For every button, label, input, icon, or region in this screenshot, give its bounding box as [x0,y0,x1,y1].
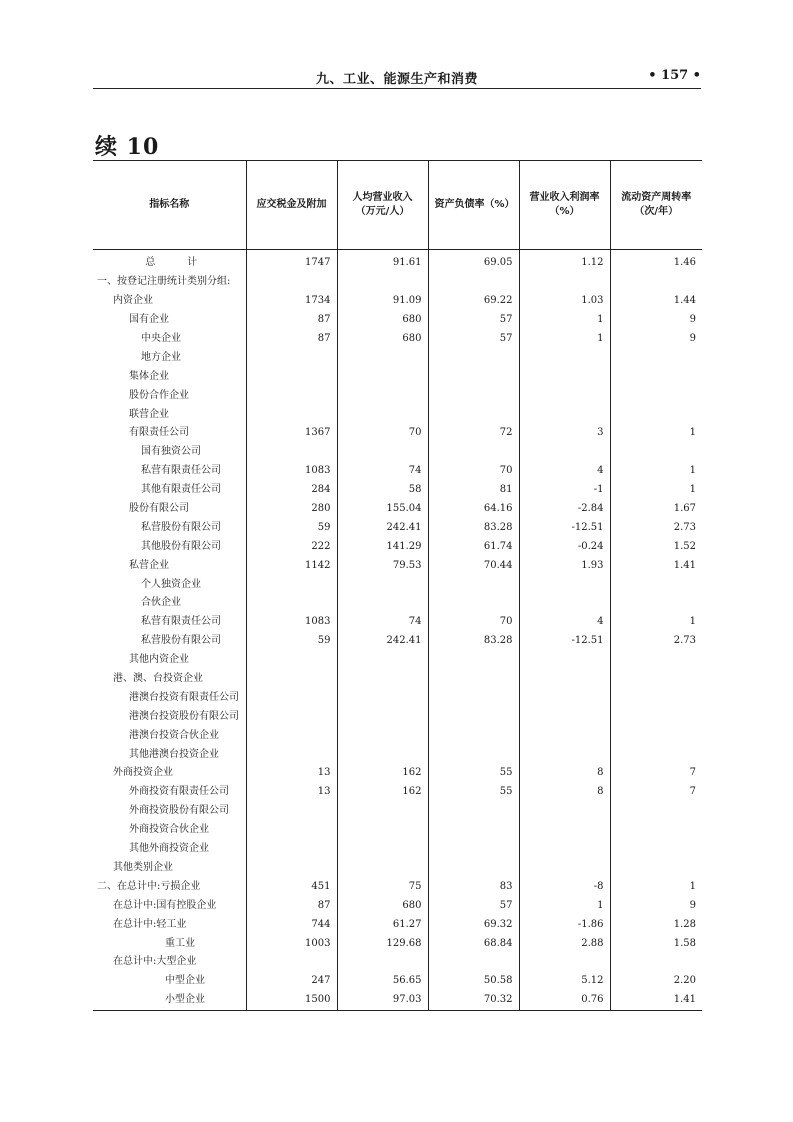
cell-debt-ratio [428,821,519,840]
cell-revenue-per-capita [337,726,428,745]
cell-profit-margin: 5.12 [519,972,610,991]
cell-debt-ratio: 57 [428,311,519,330]
table-row [93,405,702,424]
row-label: 其他有限责任公司 [141,484,221,496]
cell-profit-margin [519,859,610,878]
cell-taxes: 1500 [246,991,337,1010]
cell-taxes: 59 [246,518,337,537]
table-row [93,250,702,273]
table-row [93,726,702,745]
cell-revenue-per-capita [337,651,428,670]
cell-profit-margin: 1.93 [519,556,610,575]
cell-profit-margin: 1.03 [519,292,610,311]
row-label: 港、澳、台投资企业 [113,673,203,685]
header-row [93,161,702,250]
table-row [93,386,702,405]
cell-asset-turnover [610,859,702,878]
cell-asset-turnover: 1 [610,613,702,632]
row-label: 中央企业 [141,333,181,344]
cell-debt-ratio [428,348,519,367]
table-row [93,707,702,726]
cell-debt-ratio: 70.44 [428,556,519,575]
cell-debt-ratio [428,859,519,878]
cell-debt-ratio: 55 [428,764,519,783]
row-label: 有限责任公司 [129,427,189,439]
row-label: 在总计中:国有控股企业 [113,899,217,911]
cell-revenue-per-capita: 680 [337,311,428,330]
cell-revenue-per-capita: 162 [337,764,428,783]
row-label: 私营有限责任公司 [141,465,221,477]
statistics-table [93,160,702,1011]
cell-profit-margin: 1 [519,311,610,330]
cell-debt-ratio: 83.28 [428,632,519,651]
row-label: 股份有限公司 [129,503,189,515]
table-row [93,330,702,349]
cell-debt-ratio: 55 [428,783,519,802]
cell-taxes [246,367,337,386]
cell-taxes [246,726,337,745]
cell-debt-ratio: 68.84 [428,934,519,953]
table-body [93,250,702,1011]
cell-profit-margin [519,707,610,726]
cell-asset-turnover: 7 [610,764,702,783]
cell-revenue-per-capita: 242.41 [337,518,428,537]
cell-revenue-per-capita [337,688,428,707]
running-header [93,66,701,89]
cell-revenue-per-capita: 680 [337,330,428,349]
table-row [93,311,702,330]
cell-taxes [246,859,337,878]
cell-asset-turnover [610,443,702,462]
cell-profit-margin: -2.84 [519,500,610,519]
cell-taxes: 1083 [246,613,337,632]
cell-debt-ratio [428,745,519,764]
row-label: 私营股份有限公司 [141,635,221,647]
row-label: 私营企业 [129,559,169,571]
cell-debt-ratio: 69.32 [428,915,519,934]
cell-taxes [246,386,337,405]
cell-asset-turnover: 1.58 [610,934,702,953]
row-label: 二、在总计中:亏损企业 [97,880,201,892]
row-label: 中型企业 [165,975,205,987]
cell-profit-margin [519,726,610,745]
row-label: 国有独资公司 [141,446,201,458]
cell-taxes: 1747 [246,250,337,273]
row-label: 私营股份有限公司 [141,521,221,533]
cell-taxes [246,688,337,707]
cell-debt-ratio: 83 [428,877,519,896]
cell-asset-turnover [610,273,702,292]
cell-asset-turnover: 1.67 [610,500,702,519]
cell-asset-turnover: 1 [610,424,702,443]
table-row [93,273,702,292]
cell-taxes: 451 [246,877,337,896]
cell-profit-margin [519,594,610,613]
cell-profit-margin [519,273,610,292]
cell-revenue-per-capita: 242.41 [337,632,428,651]
cell-revenue-per-capita: 74 [337,613,428,632]
row-label: 个人独资企业 [141,578,201,590]
cell-asset-turnover [610,367,702,386]
cell-taxes: 247 [246,972,337,991]
cell-asset-turnover: 1.28 [610,915,702,934]
cell-debt-ratio [428,688,519,707]
cell-revenue-per-capita: 75 [337,877,428,896]
table-row [93,518,702,537]
table-row [93,348,702,367]
cell-taxes [246,707,337,726]
table-row [93,859,702,878]
cell-asset-turnover [610,726,702,745]
cell-profit-margin: -12.51 [519,518,610,537]
cell-profit-margin: -0.24 [519,537,610,556]
cell-revenue-per-capita: 141.29 [337,537,428,556]
table-row [93,670,702,689]
cell-profit-margin: 4 [519,462,610,481]
cell-taxes [246,821,337,840]
table-row [93,896,702,915]
cell-debt-ratio [428,707,519,726]
cell-revenue-per-capita [337,859,428,878]
cell-debt-ratio: 81 [428,481,519,500]
page-number: • 157 • [648,68,701,83]
cell-revenue-per-capita: 162 [337,783,428,802]
cell-asset-turnover [610,670,702,689]
cell-revenue-per-capita: 155.04 [337,500,428,519]
cell-profit-margin: -12.51 [519,632,610,651]
cell-debt-ratio: 64.16 [428,500,519,519]
column-header-debt-ratio: 资产负债率（%） [428,161,519,250]
row-label: 其他内资企业 [129,654,189,666]
table-row [93,292,702,311]
row-label: 港澳台投资有限责任公司 [129,691,239,703]
cell-asset-turnover: 1 [610,481,702,500]
cell-profit-margin [519,348,610,367]
cell-asset-turnover [610,821,702,840]
cell-revenue-per-capita [337,707,428,726]
cell-asset-turnover [610,651,702,670]
row-label: 总 计 [145,257,198,269]
table-row [93,443,702,462]
cell-taxes [246,348,337,367]
row-label: 外商投资合伙企业 [129,824,209,836]
table-row [93,802,702,821]
cell-taxes [246,594,337,613]
cell-taxes [246,443,337,462]
cell-revenue-per-capita: 58 [337,481,428,500]
cell-taxes: 13 [246,764,337,783]
table-header [93,161,702,250]
cell-debt-ratio [428,273,519,292]
row-label: 其他股份有限公司 [141,540,221,552]
cell-asset-turnover: 9 [610,330,702,349]
cell-taxes: 744 [246,915,337,934]
cell-debt-ratio: 50.58 [428,972,519,991]
table-row [93,651,702,670]
cell-asset-turnover [610,707,702,726]
cell-revenue-per-capita [337,821,428,840]
row-label: 联营企业 [129,408,169,420]
cell-profit-margin: 8 [519,764,610,783]
cell-profit-margin: 0.76 [519,991,610,1010]
table-row [93,821,702,840]
cell-profit-margin [519,651,610,670]
row-label: 港澳台投资合伙企业 [129,729,219,741]
cell-debt-ratio: 83.28 [428,518,519,537]
cell-profit-margin [519,367,610,386]
cell-profit-margin [519,953,610,972]
row-label: 内资企业 [113,295,153,307]
cell-profit-margin: -1.86 [519,915,610,934]
cell-taxes: 280 [246,500,337,519]
cell-asset-turnover: 2.73 [610,518,702,537]
cell-revenue-per-capita: 70 [337,424,428,443]
cell-debt-ratio [428,840,519,859]
cell-debt-ratio: 72 [428,424,519,443]
cell-taxes [246,745,337,764]
cell-debt-ratio [428,802,519,821]
cell-taxes: 1734 [246,292,337,311]
cell-debt-ratio: 70.32 [428,991,519,1010]
cell-profit-margin: 1 [519,330,610,349]
cell-asset-turnover: 9 [610,311,702,330]
cell-asset-turnover: 1.44 [610,292,702,311]
column-header-taxes: 应交税金及附加 [246,161,337,250]
cell-revenue-per-capita: 91.61 [337,250,428,273]
cell-debt-ratio [428,670,519,689]
cell-revenue-per-capita [337,443,428,462]
cell-revenue-per-capita [337,802,428,821]
cell-debt-ratio [428,953,519,972]
row-label: 一、按登记注册统计类别分组: [97,276,231,288]
row-label: 小型企业 [93,991,246,1010]
row-label: 其他港澳台投资企业 [129,748,219,760]
cell-profit-margin [519,688,610,707]
table-row [93,424,702,443]
cell-revenue-per-capita: 680 [337,896,428,915]
row-label: 其他外商投资企业 [129,843,209,855]
column-header-revenue-per-capita: 人均营业收入（万元/人） [337,161,428,250]
cell-debt-ratio [428,651,519,670]
cell-asset-turnover [610,953,702,972]
cell-debt-ratio [428,386,519,405]
row-label: 外商投资股份有限公司 [129,805,229,817]
cell-revenue-per-capita: 79.53 [337,556,428,575]
row-label: 国有企业 [129,314,169,326]
table-row [93,991,702,1010]
table-row [93,575,702,594]
cell-revenue-per-capita [337,348,428,367]
cell-debt-ratio: 69.05 [428,250,519,273]
cell-taxes: 87 [246,896,337,915]
cell-profit-margin: 3 [519,424,610,443]
cell-profit-margin: 1.12 [519,250,610,273]
cell-asset-turnover [610,405,702,424]
cell-taxes [246,802,337,821]
row-label: 在总计中:轻工业 [113,918,187,930]
table-row [93,783,702,802]
cell-taxes: 87 [246,330,337,349]
cell-taxes [246,651,337,670]
cell-asset-turnover [610,840,702,859]
cell-taxes: 1142 [246,556,337,575]
table-row [93,840,702,859]
cell-revenue-per-capita [337,405,428,424]
row-label: 地方企业 [141,351,181,363]
cell-profit-margin [519,575,610,594]
cell-revenue-per-capita [337,840,428,859]
column-header-profit-margin: 营业收入利润率（%） [519,161,610,250]
row-label: 外商投资有限责任公司 [129,786,229,798]
cell-taxes [246,670,337,689]
cell-revenue-per-capita [337,745,428,764]
table-row [93,594,702,613]
table-row [93,877,702,896]
row-label: 私营有限责任公司 [141,616,221,628]
row-label: 外商投资企业 [113,767,173,779]
table-row [93,500,702,519]
cell-profit-margin [519,386,610,405]
cell-debt-ratio: 57 [428,330,519,349]
cell-asset-turnover: 1 [610,877,702,896]
cell-revenue-per-capita: 91.09 [337,292,428,311]
cell-profit-margin [519,802,610,821]
cell-taxes: 87 [246,311,337,330]
row-label: 股份合作企业 [129,389,189,401]
row-label: 在总计中:大型企业 [113,956,197,968]
cell-revenue-per-capita [337,273,428,292]
cell-taxes [246,273,337,292]
cell-debt-ratio: 57 [428,896,519,915]
table-row [93,537,702,556]
cell-profit-margin [519,745,610,764]
cell-revenue-per-capita [337,575,428,594]
table-row [93,745,702,764]
table-row [93,462,702,481]
cell-asset-turnover: 1.41 [610,556,702,575]
table-row [93,688,702,707]
table-title: 续 10 [95,134,160,160]
cell-revenue-per-capita: 97.03 [337,991,428,1010]
cell-debt-ratio: 70 [428,462,519,481]
row-label: 集体企业 [129,370,169,382]
chapter-title: 九、工业、能源生产和消费 [315,72,478,87]
cell-profit-margin: 4 [519,613,610,632]
cell-asset-turnover: 9 [610,896,702,915]
cell-revenue-per-capita [337,594,428,613]
cell-asset-turnover [610,594,702,613]
cell-profit-margin: -1 [519,481,610,500]
cell-asset-turnover [610,386,702,405]
cell-asset-turnover: 1.41 [610,991,702,1010]
cell-profit-margin: 8 [519,783,610,802]
cell-revenue-per-capita: 61.27 [337,915,428,934]
cell-revenue-per-capita [337,386,428,405]
table-row [93,915,702,934]
cell-debt-ratio: 70 [428,613,519,632]
cell-taxes: 13 [246,783,337,802]
cell-taxes: 1367 [246,424,337,443]
cell-debt-ratio [428,594,519,613]
table-row [93,953,702,972]
cell-profit-margin [519,405,610,424]
cell-asset-turnover [610,575,702,594]
cell-taxes [246,575,337,594]
cell-profit-margin [519,670,610,689]
cell-taxes [246,953,337,972]
cell-asset-turnover [610,745,702,764]
table-row [93,972,702,991]
column-header-indicator-name: 指标名称 [93,161,246,250]
cell-debt-ratio [428,575,519,594]
cell-revenue-per-capita [337,670,428,689]
cell-debt-ratio [428,405,519,424]
cell-taxes: 59 [246,632,337,651]
cell-debt-ratio [428,367,519,386]
cell-debt-ratio: 69.22 [428,292,519,311]
cell-profit-margin: -8 [519,877,610,896]
cell-asset-turnover [610,688,702,707]
cell-profit-margin [519,443,610,462]
cell-profit-margin [519,821,610,840]
cell-profit-margin: 2.88 [519,934,610,953]
row-label: 合伙企业 [141,597,181,609]
cell-asset-turnover: 2.20 [610,972,702,991]
cell-asset-turnover [610,802,702,821]
cell-asset-turnover: 1 [610,462,702,481]
column-header-asset-turnover: 流动资产周转率（次/年） [610,161,702,250]
table-row [93,632,702,651]
cell-taxes: 284 [246,481,337,500]
cell-revenue-per-capita: 56.65 [337,972,428,991]
table-row [93,764,702,783]
row-label: 重工业 [165,937,195,949]
cell-asset-turnover: 1.46 [610,250,702,273]
cell-revenue-per-capita: 74 [337,462,428,481]
cell-debt-ratio [428,726,519,745]
cell-debt-ratio [428,443,519,462]
table-row [93,481,702,500]
cell-profit-margin: 1 [519,896,610,915]
row-label: 港澳台投资股份有限公司 [129,710,239,722]
cell-asset-turnover: 7 [610,783,702,802]
cell-asset-turnover: 2.73 [610,632,702,651]
table-row [93,556,702,575]
row-label: 其他类别企业 [113,861,173,873]
table-row [93,613,702,632]
cell-profit-margin [519,840,610,859]
cell-revenue-per-capita: 129.68 [337,934,428,953]
cell-asset-turnover: 1.52 [610,537,702,556]
cell-taxes: 1003 [246,934,337,953]
cell-taxes: 222 [246,537,337,556]
cell-debt-ratio: 61.74 [428,537,519,556]
table-row [93,367,702,386]
cell-revenue-per-capita [337,953,428,972]
cell-taxes [246,840,337,859]
cell-taxes: 1083 [246,462,337,481]
cell-taxes [246,405,337,424]
cell-asset-turnover [610,348,702,367]
table-row [93,934,702,953]
cell-revenue-per-capita [337,367,428,386]
